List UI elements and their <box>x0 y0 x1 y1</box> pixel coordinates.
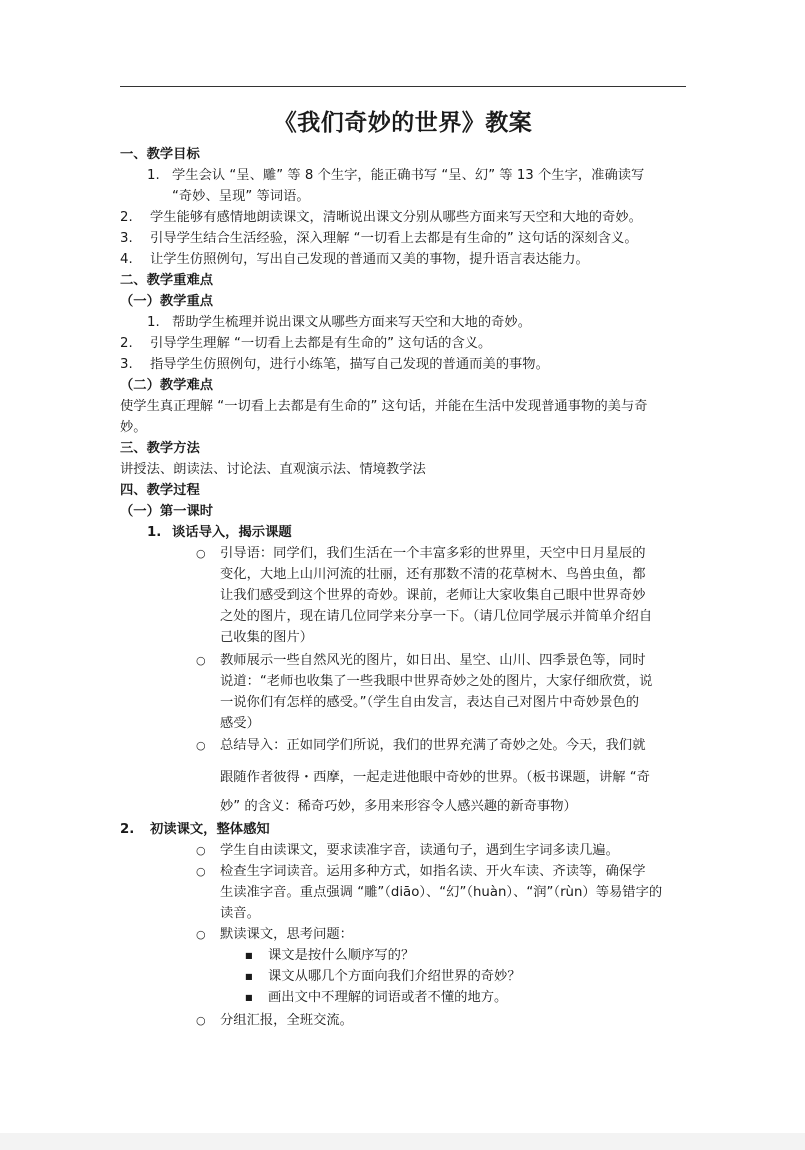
section-heading-objectives: 一、教学目标 <box>120 147 200 162</box>
paragraph-line: 讲授法、朗读法、讨论法、直观演示法、情境教学法 <box>120 462 426 477</box>
circle-bullet-icon: ○ <box>196 928 206 941</box>
bullet-line: 默读课文，思考问题： <box>220 927 353 942</box>
bullet-line: 妙” 的含义：稀奇巧妙，多用来形容令人感兴趣的新奇事物） <box>220 799 577 814</box>
step-number: 2. <box>120 822 135 837</box>
step-title: 初读课文，整体感知 <box>150 822 270 837</box>
bullet-line: 让我们感受到这个世界的奇妙。课前，老师让大家收集自己眼中世界奇妙 <box>220 588 646 603</box>
bullet-line: 己收集的图片） <box>220 630 314 645</box>
list-number: 1. <box>147 168 160 183</box>
bullet-line: 说道：“老师也收集了一些我眼中世界奇妙之处的图片，大家仔细欣赏，说 <box>220 674 653 689</box>
bullet-line: 之处的图片，现在请几位同学来分享一下。（请几位同学展示并简单介绍自 <box>220 609 653 624</box>
list-number: 2. <box>120 210 133 225</box>
document-title: 《我们奇妙的世界》教案 <box>273 110 533 136</box>
subsection-heading: （二）教学难点 <box>120 378 214 393</box>
section-heading-key-points: 二、教学重难点 <box>120 273 214 288</box>
paragraph-line: 使学生真正理解 “一切看上去都是有生命的” 这句话，并能在生活中发现普通事物的美与奇 <box>120 399 648 414</box>
circle-bullet-icon: ○ <box>196 739 206 752</box>
circle-bullet-icon: ○ <box>196 865 206 878</box>
question-item: 课文是按什么顺序写的？ <box>268 948 415 963</box>
subsection-heading: （一）第一课时 <box>120 504 214 519</box>
square-bullet-icon: ■ <box>245 993 253 1002</box>
bullet-line: 变化，大地上山川河流的壮丽，还有那数不清的花草树木、鸟兽虫鱼，都 <box>220 567 646 582</box>
section-heading-methods: 三、教学方法 <box>120 441 200 456</box>
step-number: 1. <box>147 525 162 540</box>
bullet-line: 一说你们有怎样的感受。”（学生自由发言，表达自己对图片中奇妙景色的 <box>220 695 640 710</box>
bullet-line: 总结导入：正如同学们所说，我们的世界充满了奇妙之处。今天，我们就 <box>220 738 646 753</box>
bullet-line: 生读准字音。重点强调 “雕”（diāo）、“幻”（huàn）、“润”（rùn）等易错字的 <box>220 885 663 900</box>
list-item-text: 帮助学生梳理并说出课文从哪些方面来写天空和大地的奇妙。 <box>172 315 532 330</box>
bullet-line: 读音。 <box>220 906 260 921</box>
bullet-line: 分组汇报，全班交流。 <box>220 1013 353 1028</box>
step-title: 谈话导入，揭示课题 <box>172 525 292 540</box>
bullet-line: 引导语：同学们，我们生活在一个丰富多彩的世界里，天空中日月星辰的 <box>220 546 646 561</box>
list-item-text: 引导学生结合生活经验，深入理解 “一切看上去都是有生命的” 这句话的深刻含义。 <box>150 231 638 246</box>
list-number: 4. <box>120 252 133 267</box>
bullet-line: 学生自由读课文，要求读准字音，读通句子，遇到生字词多读几遍。 <box>220 843 619 858</box>
question-item: 画出文中不理解的词语或者不懂的地方。 <box>268 990 508 1005</box>
subsection-heading: （一）教学重点 <box>120 294 214 309</box>
circle-bullet-icon: ○ <box>196 654 206 667</box>
list-item-text: 学生能够有感情地朗读课文，清晰说出课文分别从哪些方面来写天空和大地的奇妙。 <box>150 210 642 225</box>
list-number: 3. <box>120 231 133 246</box>
list-number: 1. <box>147 315 160 330</box>
list-item-text: 学生会认 “呈、雕” 等 8 个生字，能正确书写 “呈、幻” 等 13 个生字，准确读写 <box>172 168 645 183</box>
bullet-line: 跟随作者彼得・西摩，一起走进他眼中奇妙的世界。（板书课题，讲解 “奇 <box>220 770 650 785</box>
list-number: 2. <box>120 336 133 351</box>
square-bullet-icon: ■ <box>245 972 253 981</box>
list-item-text: 指导学生仿照例句，进行小练笔，描写自己发现的普通而美的事物。 <box>150 357 549 372</box>
circle-bullet-icon: ○ <box>196 844 206 857</box>
list-number: 3. <box>120 357 133 372</box>
list-item-text: 引导学生理解 “一切看上去都是有生命的” 这句话的含义。 <box>150 336 492 351</box>
square-bullet-icon: ■ <box>245 951 253 960</box>
list-item-text: “奇妙、呈现” 等词语。 <box>172 189 310 204</box>
circle-bullet-icon: ○ <box>196 547 206 560</box>
paragraph-line: 妙。 <box>120 420 147 435</box>
page-bottom-margin <box>0 1133 805 1150</box>
bullet-line: 感受） <box>220 716 260 731</box>
section-heading-process: 四、教学过程 <box>120 483 200 498</box>
bullet-line: 教师展示一些自然风光的图片，如日出、星空、山川、四季景色等，同时 <box>220 653 646 668</box>
list-item-text: 让学生仿照例句，写出自己发现的普通而又美的事物，提升语言表达能力。 <box>150 252 589 267</box>
circle-bullet-icon: ○ <box>196 1014 206 1027</box>
header-rule <box>120 86 686 87</box>
question-item: 课文从哪几个方面向我们介绍世界的奇妙？ <box>268 969 521 984</box>
bullet-line: 检查生字词读音。运用多种方式，如指名读、开火车读、齐读等，确保学 <box>220 864 646 879</box>
